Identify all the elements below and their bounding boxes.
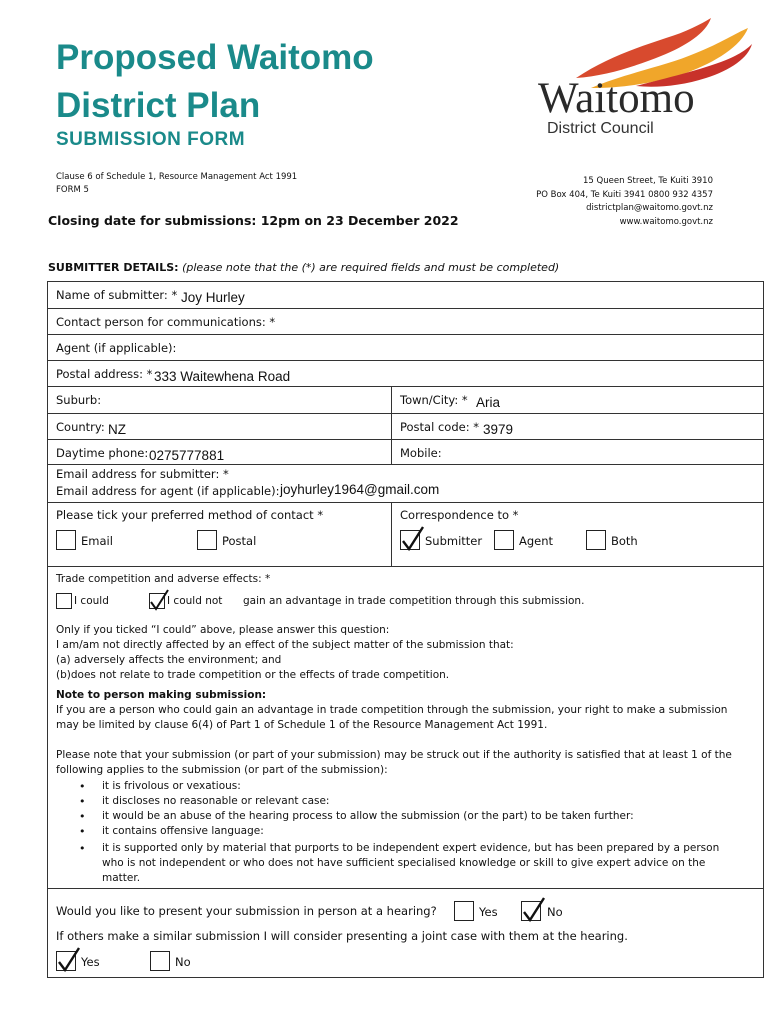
i-could-not-label: I could not: [167, 595, 223, 607]
contact-person-label: Contact person for communications: *: [56, 315, 276, 329]
agent-input[interactable]: [183, 341, 743, 357]
form-subtitle: SUBMISSION FORM: [56, 129, 246, 150]
daytime-phone-label: Daytime phone:: [56, 446, 149, 460]
list-item: • it discloses no reasonable or relevant case:: [56, 794, 726, 809]
i-could-checkbox[interactable]: [56, 593, 72, 609]
joint-yes-checkbox[interactable]: [56, 951, 76, 971]
required-fields-note: (please note that the (*) are required fields and must be completed): [182, 261, 560, 274]
clause-line-2: FORM 5: [56, 185, 89, 195]
list-item: • it is frivolous or vexatious:: [56, 779, 726, 794]
email-input[interactable]: joyhurley1964@gmail.com: [280, 482, 440, 497]
address-website[interactable]: www.waitomo.govt.nz: [619, 216, 713, 227]
agent-label: Agent (if applicable):: [56, 341, 177, 355]
suburb-label: Suburb:: [56, 393, 102, 407]
clause-reference: [56, 171, 297, 197]
joint-no-checkbox[interactable]: [150, 951, 170, 971]
submitter-details-label: SUBMITTER DETAILS:: [48, 261, 179, 274]
waitomo-logo: [536, 18, 756, 143]
postal-checkbox[interactable]: [197, 530, 217, 550]
suburb-input[interactable]: [108, 393, 378, 409]
agent-option-label: Agent: [519, 534, 554, 548]
logo-wordmark: Waitomo: [538, 75, 695, 122]
daytime-phone-input[interactable]: 0275777881: [149, 448, 225, 463]
submission-form: [47, 281, 764, 978]
struck-out-text: Please note that your submission (or part of your submission) may be struck out if the authority is satisfied that at least 1 of the following applies to the submission (or part of the submission):: [56, 749, 732, 776]
address-line: PO Box 404, Te Kuiti 3941 0800 932 4357: [536, 189, 713, 200]
council-address: [536, 175, 713, 229]
list-item: • it is supported only by material that purports to be independent expert evidence, but has been prepared by a person who is not independent or who does not have sufficient specialised knowledge or skill to give expert advice on the matter.: [56, 841, 726, 886]
trade-question-line: Only if you ticked “I could” above, please answer this question:: [56, 624, 390, 636]
trade-advantage-text: gain an advantage in trade competition through this submission.: [243, 595, 585, 607]
hearing-question: Would you like to present your submission in person at a hearing?: [56, 904, 437, 918]
page-title: [56, 34, 374, 130]
email-checkbox[interactable]: [56, 530, 76, 550]
postal-code-input[interactable]: 3979: [483, 422, 514, 437]
email-agent-label: Email address for agent (if applicable):: [56, 484, 280, 498]
trade-question-line: I am/am not directly affected by an effect of the subject matter of the submission that:: [56, 639, 514, 651]
title-line-1: Proposed Waitomo: [56, 38, 374, 77]
i-could-label: I could: [74, 595, 109, 607]
checkmark-icon: [400, 524, 426, 554]
clause-line-1: Clause 6 of Schedule 1, Resource Management Act 1991: [56, 172, 298, 182]
both-option-label: Both: [611, 534, 638, 548]
checkmark-icon: [56, 945, 82, 975]
i-could-not-checkbox[interactable]: [149, 593, 165, 609]
correspondence-label: Correspondence to *: [400, 508, 519, 522]
agent-checkbox[interactable]: [494, 530, 514, 550]
hearing-no-label: No: [547, 905, 563, 919]
mobile-input[interactable]: [448, 446, 748, 462]
contact-person-input[interactable]: [283, 315, 743, 331]
note-heading: Note to person making submission:: [56, 689, 267, 701]
trade-question: [56, 623, 756, 683]
email-submitter-label: Email address for submitter: *: [56, 467, 229, 481]
joint-yes-label: Yes: [81, 955, 100, 969]
postal-address-input[interactable]: 333 Waitewhena Road: [154, 369, 291, 384]
country-label: Country:: [56, 420, 105, 434]
hearing-yes-label: Yes: [479, 905, 498, 919]
note-body: If you are a person who could gain an advantage in trade competition through the submission, your right to make a submission may be limited by clause 6(4) of Part 1 of Schedule 1 of the Resource Management Act 1991.: [56, 704, 728, 731]
trade-competition-label: Trade competition and adverse effects: *: [56, 573, 271, 585]
country-input[interactable]: NZ: [108, 422, 126, 437]
email-option-label: Email: [81, 534, 113, 548]
trade-question-line: (a) adversely affects the environment; and: [56, 654, 282, 666]
town-input[interactable]: Aria: [476, 395, 501, 410]
closing-date: Closing date for submissions: 12pm on 23 December 2022: [48, 213, 459, 228]
submitter-checkbox[interactable]: [400, 530, 420, 550]
postal-code-label: Postal code: *: [400, 420, 479, 434]
trade-question-line: (b)does not relate to trade competition or the effects of trade competition.: [56, 669, 450, 681]
submitter-details-heading: [48, 261, 559, 274]
mobile-label: Mobile:: [400, 446, 442, 460]
checkmark-icon: [521, 895, 547, 925]
address-email[interactable]: districtplan@waitomo.govt.nz: [586, 203, 713, 213]
contact-method-label: Please tick your preferred method of contact *: [56, 508, 324, 522]
title-line-2: District Plan: [56, 86, 261, 125]
joint-case-text: If others make a similar submission I will consider presenting a joint case with them at the hearing.: [56, 929, 628, 943]
submitter-option-label: Submitter: [425, 534, 483, 548]
joint-no-label: No: [175, 955, 191, 969]
postal-address-label: Postal address: *: [56, 367, 153, 381]
list-item: • it would be an abuse of the hearing process to allow the submission (or the part) to be taken further:: [56, 809, 726, 824]
both-checkbox[interactable]: [586, 530, 606, 550]
logo-subtitle: District Council: [547, 120, 654, 137]
address-line: 15 Queen Street, Te Kuiti 3910: [583, 176, 713, 186]
postal-option-label: Postal: [222, 534, 257, 548]
name-label: Name of submitter: *: [56, 288, 178, 302]
hearing-no-checkbox[interactable]: [521, 901, 541, 921]
list-item: • it contains offensive language:: [56, 824, 726, 839]
name-input[interactable]: Joy Hurley: [181, 290, 245, 305]
struck-out-reasons: [56, 779, 726, 886]
town-label: Town/City: *: [400, 393, 468, 407]
hearing-yes-checkbox[interactable]: [454, 901, 474, 921]
